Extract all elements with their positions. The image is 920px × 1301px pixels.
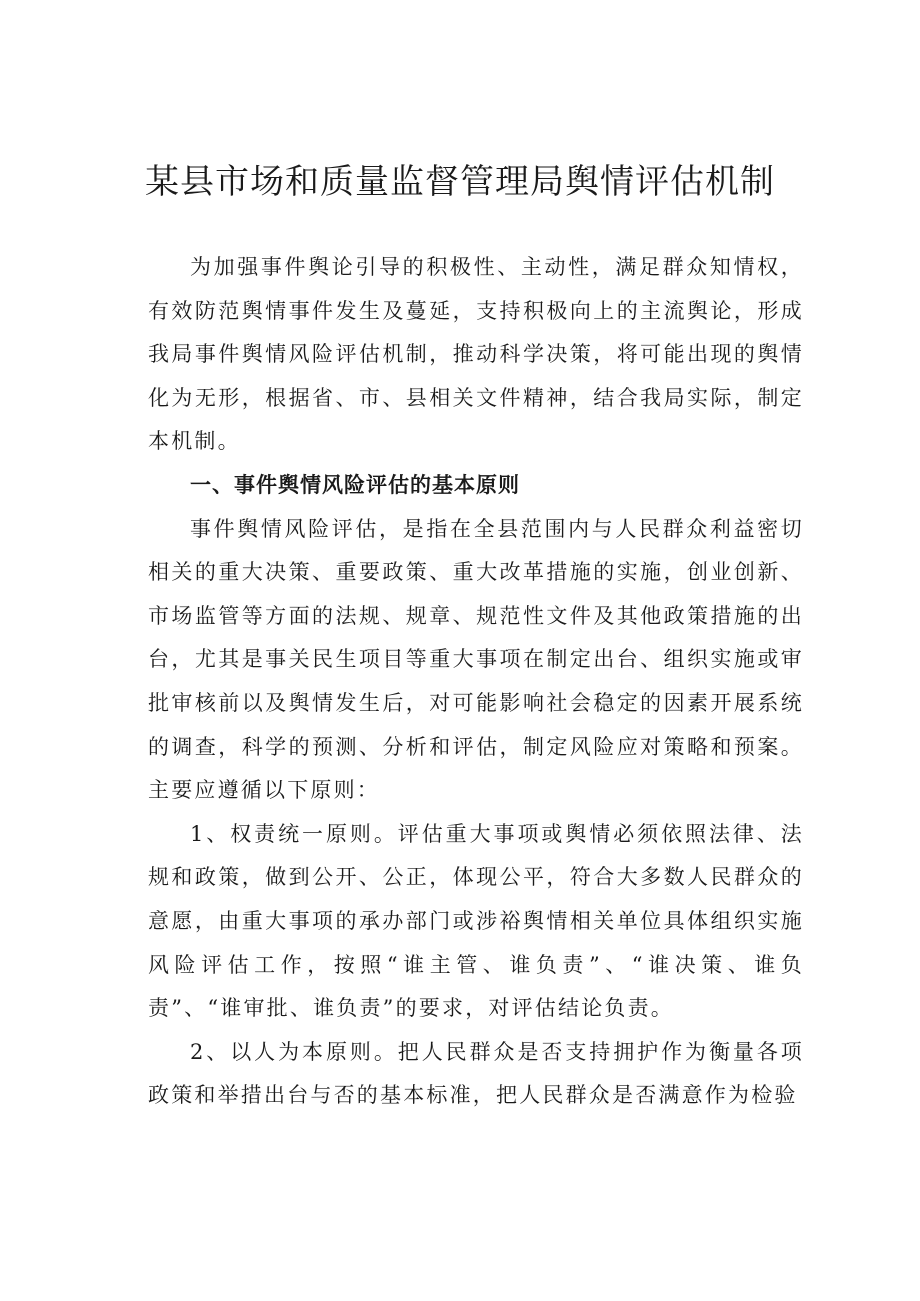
intro-paragraph: 为加强事件舆论引导的积极性、主动性，满足群众知情权，有效防范舆情事件发生及蔓延，支持积极向上的主流舆论，形成我局事件舆情风险评估机制，推动科学决策，将可能出现的舆情化为无形，根据省、市、县相关文件精神，结合我局实际，制定本机制。	[148, 255, 804, 454]
document-title: 某县市场和质量监督管理局舆情评估机制	[145, 162, 775, 202]
document-body	[148, 246, 804, 1118]
section-paragraph: 事件舆情风险评估，是指在全县范围内与人民群众利益密切相关的重大决策、重要政策、重大改革措施的实施，创业创新、市场监管等方面的法规、规章、规范性文件及其他政策措施的出台，尤其是事关民生项目等重大事项在制定出台、组织实施或审批审核前以及舆情发生后，对可能影响社会稳定的因素开展系统的调查，科学的预测、分析和评估，制定风险应对策略和预案。主要应遵循以下原则：	[148, 516, 804, 803]
principle-1-paragraph: 1、权责统一原则。评估重大事项或舆情必须依照法律、法规和政策，做到公开、公正，体现公平，符合大多数人民群众的意愿，由重大事项的承办部门或涉裕舆情相关单位具体组织实施风险评估工作，按照“谁主管、谁负责”、“谁决策、谁负责”、“谁审批、谁负责”的要求，对评估结论负责。	[148, 821, 804, 1021]
principle-2-paragraph: 2、以人为本原则。把人民群众是否支持拥护作为衡量各项政策和举措出台与否的基本标准，把人民群众是否满意作为检验	[148, 1039, 804, 1108]
section-heading: 一、事件舆情风险评估的基本原则	[190, 472, 520, 497]
